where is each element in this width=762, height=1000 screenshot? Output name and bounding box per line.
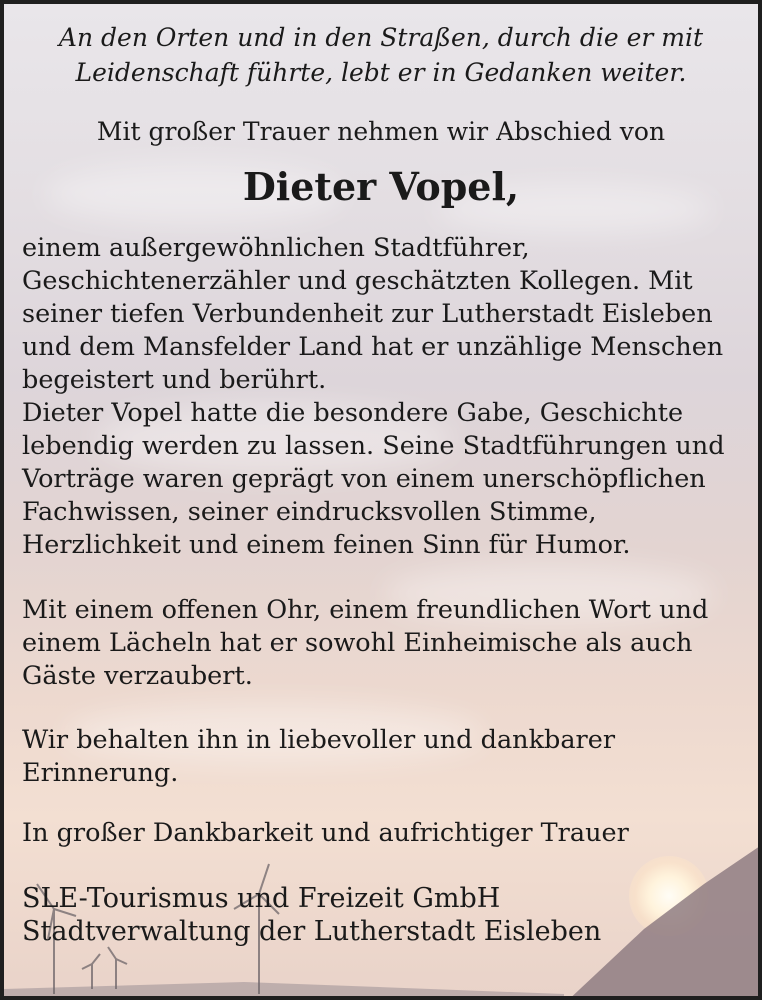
memorial-quote: An den Orten und in den Straßen, durch die er mit Leidenschaft führte, lebt er in Gedanken weiter. bbox=[58, 23, 704, 87]
intro-line: Mit großer Trauer nehmen wir Abschied von bbox=[96, 117, 666, 146]
tribute-paragraph: einem außergewöhnlichen Stadtführer, Geschichtenerzähler und geschätzten Kollegen. Mit seiner tiefen Verbundenheit zur Lutherstadt Eisleben und dem Mansfelder Land hat er unzählige Menschen begeistert und berührt. Dieter Vopel hatte die besondere Gabe, Geschichte lebendig werden zu lassen. Seine Stadtführungen und Vorträge waren geprägt von einem unerschöpflichen Fachwissen, seiner eindrucksvollen Stimme, Herzlichkeit und einem feinen Sinn für Humor. bbox=[22, 233, 725, 560]
tribute-paragraph: Mit einem offenen Ohr, einem freundlichen Wort und einem Lächeln hat er sowohl Einheimische als auch Gäste verzaubert. bbox=[22, 595, 709, 691]
signatory: Stadtverwaltung der Lutherstadt Eisleben bbox=[22, 916, 602, 947]
signatory: SLE-Tourismus und Freizeit GmbH bbox=[22, 883, 501, 914]
deceased-name: Dieter Vopel, bbox=[242, 164, 520, 209]
tribute-paragraph: Wir behalten ihn in liebevoller und dankbarer Erinnerung. bbox=[22, 725, 616, 788]
closing-line: In großer Dankbarkeit und aufrichtiger Trauer bbox=[22, 818, 629, 848]
